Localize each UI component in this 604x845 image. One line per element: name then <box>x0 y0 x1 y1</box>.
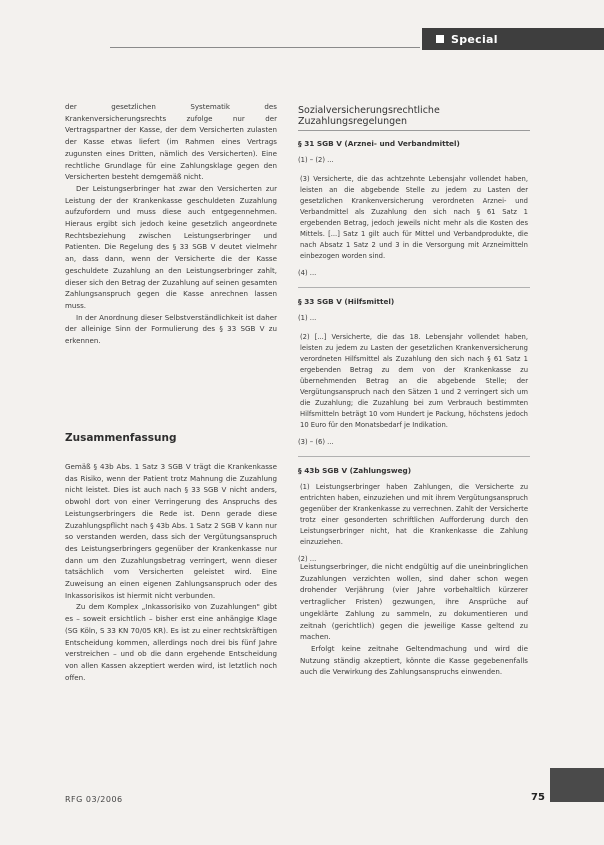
summary-heading: Zusammenfassung <box>65 432 177 444</box>
regulations-box <box>298 105 530 573</box>
footer-bar <box>550 768 604 802</box>
body-paragraph: In der Anordnung dieser Selbstverständlichkeit ist daher der alleinige Sinn der Formulierung des § 33 SGB V zu erkennen. <box>65 312 277 346</box>
summary-column <box>65 461 277 683</box>
body-paragraph: Der Leistungserbringer hat zwar den Versicherten zur Leistung der der Krankenkasse geschuldeten Zuzahlung aufzufordern und muss diese auch entgegennehmen. Hieraus ergibt sich jedoch keine gesetzlich angeordnete Rechtsbeziehung zwischen Leistungserbringer und Patienten. Die Regelung des § 33 SGB V deutet vielmehr an, dass dann, wenn der Versicherte die der Kasse geschuldete Zuzahlung an den Leistungserbringer zahlt, dieser sich den Betrag der Zuzahlung auf seinen gesamten Zahlungsanspruch gegen die Kasse anrechnen lassen muss. <box>65 183 277 310</box>
section-label: Special <box>451 32 498 46</box>
summary-paragraph: Zu dem Komplex „Inkassorisiko von Zuzahlungen" gibt es – soweit ersichtlich – bisher erst eine anhängige Klage (SG Köln, S 33 KN 70/05 KR). Es ist zu einer rechtskräftigen Entscheidung kommen, allerdings noch drei bis fünf Jahre verstreichen – und ob die dann ergehende Entscheidung von allen Kassen akzeptiert werden wird, ist letztlich noch offen. <box>65 602 277 682</box>
statute-paragraph: (2) [...] Versicherte, die das 18. Lebensjahr vollendet haben, leisten zu jedem zu Lasten der gesetzlichen Krankenversicherung verordneten Hilfsmittel als Zuzahlung den sich nach § 61 Satz 1 ergebenden Betrag zu dem von der Krankenkasse zu übernehmenden Betrag an die abgebende Stelle; der Vergütungsanspruch nach den Sätzen 1 und 2 verringert sich um die Zuzahlung; die Zuzahlung bei zum Verbrauch bestimmten Hilfsmitteln beträgt 10 vom Hundert je Packung, höchstens jedoch 10 Euro für den Monatsbedarf je Indikation. <box>300 333 528 429</box>
ellipsis-line: (1) ... <box>298 314 317 322</box>
section-heading: § 43b SGB V (Zahlungsweg) <box>298 466 412 475</box>
divider <box>298 456 530 457</box>
ellipsis-line: (3) – (6) ... <box>298 438 334 446</box>
statute-paragraph: (3) Versicherte, die das achtzehnte Lebensjahr vollendet haben, leisten an die abgebende Stelle zu jedem zu Lasten der gesetzlichen Krankenversicherung verordneten Arznei- und Verbandmittel als Zuzahlung den sich nach § 61 Satz 1 ergebenden Betrag, jedoch jeweils nicht mehr als die Kosten des Mittels. [...] Satz 1 gilt auch für Mittel und Verbandprodukte, die nach Absatz 1 Satz 2 und 3 in die Versorgung mit Arzneimitteln einbezogen worden sind. <box>300 175 528 260</box>
body-paragraph: Leistungserbringer, die nicht endgültig auf die uneinbringlichen Zuzahlungen verzichten wollen, sind daher schon wegen drohender Verjährung (vier Jahre vorbehaltlich kürzerer vertraglicher Fristen) gezwungen, ihre Ansprüche auf ungeklärte Zahlung zu sammeln, zu dokumentieren und zeitnah (gerichtlich) gegen die jeweilige Kasse geltend zu machen. <box>300 562 528 642</box>
body-paragraph: Erfolgt keine zeitnahe Geltendmachung und wird die Nutzung ständig akzeptiert, könnte die Kasse gegebenenfalls auch die Verwirkung des Zahlungsanspruchs einwenden. <box>300 643 528 677</box>
body-paragraph: der gesetzlichen Systematik des Krankenversicherungsrechts zufolge nur der Vertragspartner der Kasse, der dem Versicherten zulasten der Kasse etwas liefert (im Rahmen eines Vertrags zugunsten eines Dritten, nämlich des Versicherten). Eine rechtliche Grundlage für eine Zahlungsklage gegen den Versicherten besteht demgemäß nicht. <box>65 102 277 182</box>
divider <box>298 287 530 288</box>
ellipsis-line: (4) ... <box>298 269 317 277</box>
section-heading: § 33 SGB V (Hilfsmittel) <box>298 297 395 306</box>
box-title: Sozialversicherungsrechtliche Zuzahlungsregelungen <box>298 105 530 131</box>
header-rule <box>110 47 420 48</box>
square-icon <box>436 35 444 43</box>
summary-paragraph: Gemäß § 43b Abs. 1 Satz 3 SGB V trägt die Krankenkasse das Risiko, wenn der Patient trotz Mahnung die Zuzahlung nicht leistet. Dies ist auch nach § 33 SGB V nicht anders, obwohl dort von einer Verringerung des Anspruchs des Leistungserbringers die Rede ist. Denn gerade diese Zuzahlungspflicht nach § 43b Abs. 1 Satz 2 SGB V kann nur so verstanden werden, dass sich der Vergütungsanspruch des Leistungserbringers gegenüber der Krankenkasse nur dann um den Zuzahlungsbetrag verringert, wenn dieser tatsächlich vom Versicherten geleistet wird. Eine Zuweisung an einen eigenen Zahlungsanspruch oder des Inkassorisikos ist hiermit nicht verbunden. <box>65 462 277 600</box>
right-column <box>300 561 528 678</box>
ellipsis-line: (2) ... <box>298 555 317 563</box>
section-header-bar <box>422 28 604 50</box>
statute-paragraph: (1) Leistungserbringer haben Zahlungen, die Versicherte zu entrichten haben, einzuziehen und mit ihrem Vergütungsanspruch gegenüber der Krankenkasse zu verrechnen. Zahlt der Versicherte trotz einer gesonderten schriftlichen Aufforderung durch den Leistungserbringer nicht, hat die Krankenkasse die Zahlung einzuziehen. <box>300 483 528 546</box>
journal-issue: RFG 03/2006 <box>65 795 123 804</box>
page-number: 75 <box>531 792 545 803</box>
section-heading: § 31 SGB V (Arznei- und Verbandmittel) <box>298 139 460 148</box>
ellipsis-line: (1) – (2) ... <box>298 156 334 164</box>
left-column <box>65 101 277 347</box>
